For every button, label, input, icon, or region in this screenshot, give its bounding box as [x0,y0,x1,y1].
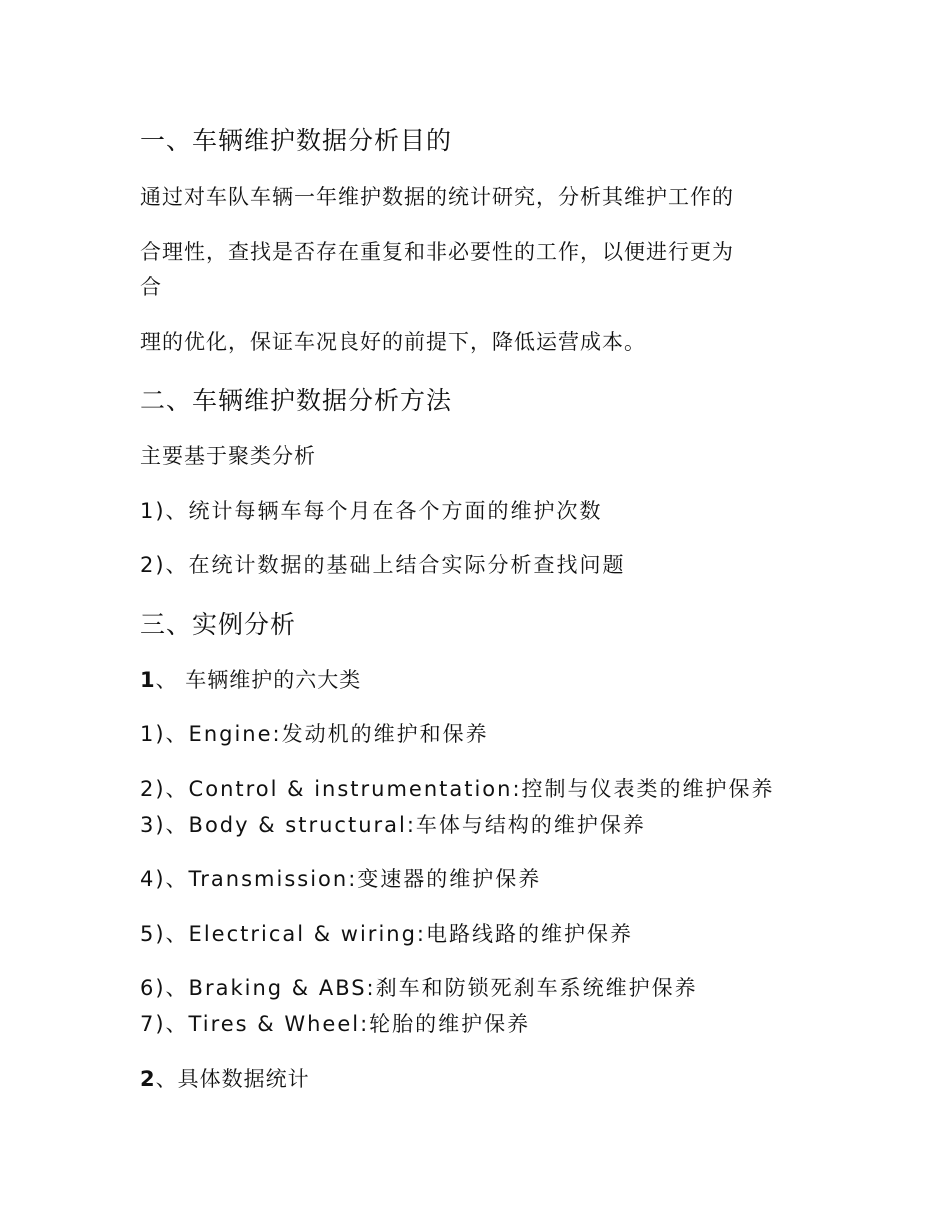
subheading-text: 、 车辆维护的六大类 [155,668,362,692]
paragraph-line: 理的优化，保证车况良好的前提下，降低运营成本。 [140,330,646,354]
category-item: 1)、Engine:发动机的维护和保养 [140,722,489,746]
category-item: 5)、Electrical & wiring:电路线路的维护保养 [140,922,633,946]
subheading-number: 2 [140,1067,156,1091]
method-item: 2)、在统计数据的基础上结合实际分析查找问题 [140,553,626,577]
section-heading-example: 三、实例分析 [140,610,297,639]
paragraph-line: 合理性，查找是否存在重复和非必要性的工作，以便进行更为 [140,240,734,264]
subheading-statistics [140,1063,310,1093]
method-intro: 主要基于聚类分析 [140,444,316,468]
paragraph-line: 通过对车队车辆一年维护数据的统计研究，分析其维护工作的 [140,185,734,209]
category-item: 4)、Transmission:变速器的维护保养 [140,867,542,891]
section-heading-method: 二、车辆维护数据分析方法 [140,386,453,415]
subheading-categories [140,664,361,694]
method-item: 1)、统计每辆车每个月在各个方面的维护次数 [140,499,603,523]
category-item: 2)、Control & instrumentation:控制与仪表类的维护保养 [140,777,775,801]
category-item: 3)、Body & structural:车体与结构的维护保养 [140,813,646,837]
category-item: 7)、Tires & Wheel:轮胎的维护保养 [140,1012,531,1036]
section-heading-purpose: 一、车辆维护数据分析目的 [140,126,453,155]
category-item: 6)、Braking & ABS:刹车和防锁死刹车系统维护保养 [140,976,698,1000]
subheading-text: 、具体数据统计 [155,1067,310,1091]
subheading-number: 1 [140,668,156,692]
paragraph-line: 合 [140,275,162,299]
